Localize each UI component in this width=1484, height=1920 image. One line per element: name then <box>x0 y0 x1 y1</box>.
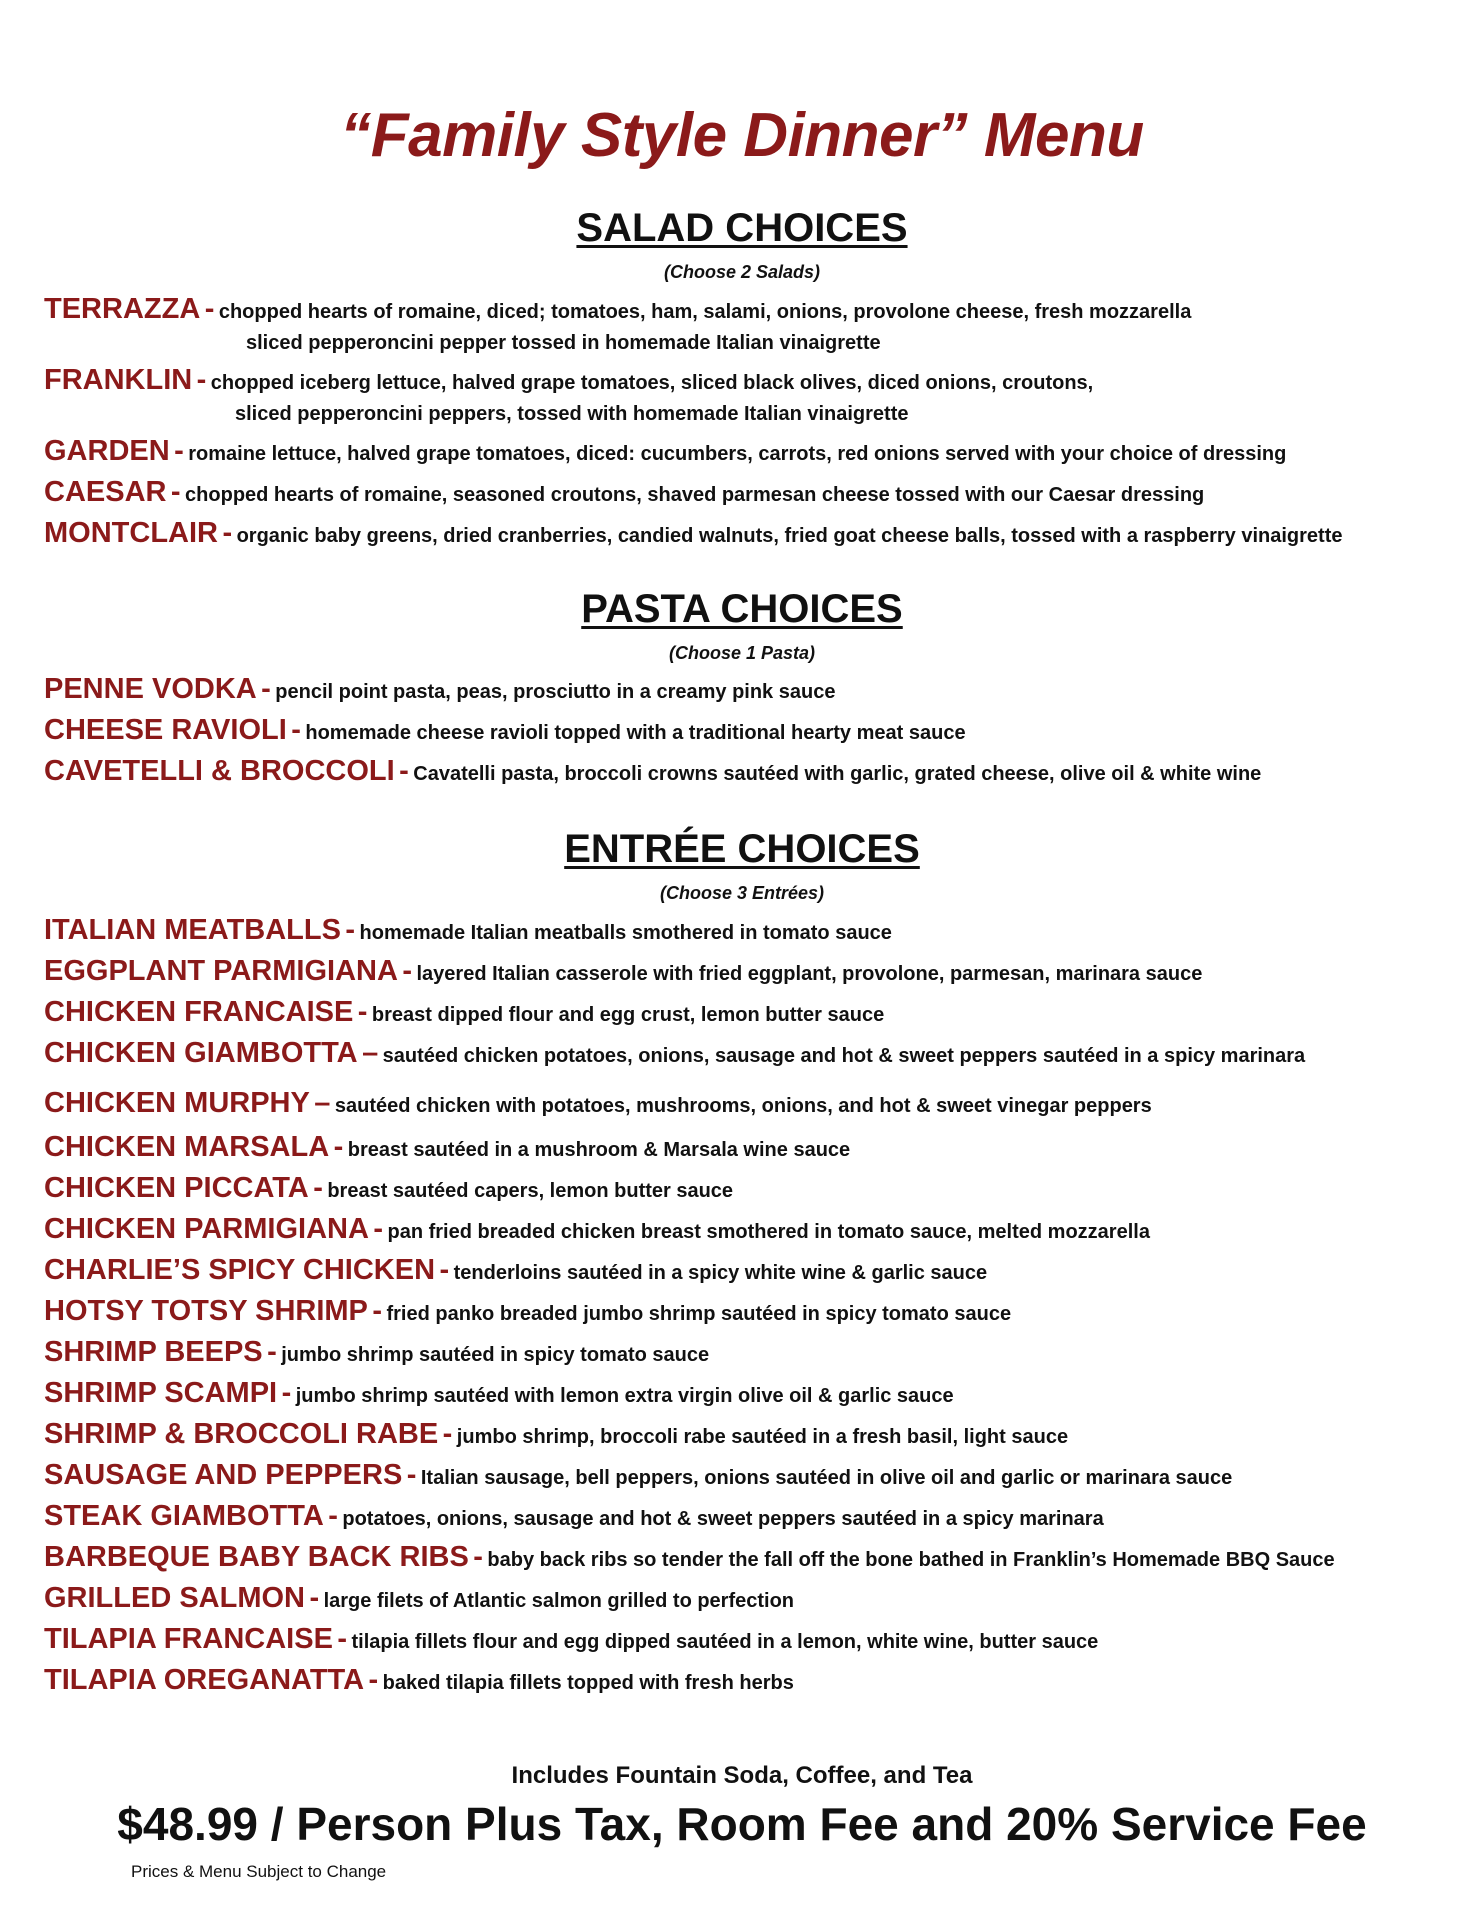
item-description: Italian sausage, bell peppers, onions sautéed in olive oil and garlic or marinara sauce <box>420 1467 1233 1489</box>
item-description: jumbo shrimp, broccoli rabe sautéed in a fresh basil, light sauce <box>456 1426 1069 1448</box>
entree-item: BARBEQUE BABY BACK RIBS - baby back ribs so tender the fall off the bone bathed in Franklin’s Homemade BBQ Sauce <box>44 1541 1335 1573</box>
item-description: layered Italian casserole with fried eggplant, provolone, parmesan, marinara sauce <box>416 963 1203 985</box>
item-description-continued: sliced pepperoncini pepper tossed in homemade Italian vinaigrette <box>246 332 881 354</box>
entree-heading: ENTRÉE CHOICES <box>564 827 920 871</box>
item-description: breast dipped flour and egg crust, lemon butter sauce <box>371 1004 885 1026</box>
item-description: large filets of Atlantic salmon grilled to perfection <box>323 1590 795 1612</box>
pasta-item-penne-vodka: PENNE VODKA - pencil point pasta, peas, prosciutto in a creamy pink sauce <box>44 673 836 705</box>
item-name: CHICKEN FRANCAISE <box>44 996 354 1028</box>
item-description: organic baby greens, dried cranberries, candied walnuts, fried goat cheese balls, tossed with a raspberry vinaigrette <box>236 525 1343 547</box>
item-description: jumbo shrimp sautéed with lemon extra virgin olive oil & garlic sauce <box>295 1385 954 1407</box>
item-name: EGGPLANT PARMIGIANA <box>44 955 398 987</box>
includes-note: Includes Fountain Soda, Coffee, and Tea <box>511 1762 973 1789</box>
item-name: BARBEQUE BABY BACK RIBS <box>44 1541 469 1573</box>
entree-item: TILAPIA OREGANATTA - baked tilapia fillets topped with fresh herbs <box>44 1664 794 1696</box>
pasta-item-cheese-ravioli: CHEESE RAVIOLI - homemade cheese ravioli topped with a traditional hearty meat sauce <box>44 714 966 746</box>
page-title: “Family Style Dinner” Menu <box>340 101 1144 170</box>
item-description: pan fried breaded chicken breast smothered in tomato sauce, melted mozzarella <box>387 1221 1150 1243</box>
item-description-continued: sliced pepperoncini peppers, tossed with homemade Italian vinaigrette <box>235 403 909 425</box>
item-name: HOTSY TOTSY SHRIMP <box>44 1295 368 1327</box>
entree-item: SHRIMP SCAMPI - jumbo shrimp sautéed with lemon extra virgin olive oil & garlic sauce <box>44 1377 954 1409</box>
item-description: chopped iceberg lettuce, halved grape tomatoes, sliced black olives, diced onions, croutons, <box>210 372 1094 394</box>
item-description: fried panko breaded jumbo shrimp sautéed in spicy tomato sauce <box>386 1303 1012 1325</box>
item-name: CHARLIE’S SPICY CHICKEN <box>44 1254 436 1286</box>
item-name: CHICKEN PARMIGIANA <box>44 1213 369 1245</box>
item-description: tilapia fillets flour and egg dipped sautéed in a lemon, white wine, butter sauce <box>351 1631 1099 1653</box>
item-name: ITALIAN MEATBALLS <box>44 914 341 946</box>
entree-item: ITALIAN MEATBALLS - homemade Italian meatballs smothered in tomato sauce <box>44 914 892 946</box>
entree-item: CHICKEN MARSALA - breast sautéed in a mushroom & Marsala wine sauce <box>44 1131 851 1163</box>
pasta-subheading: (Choose 1 Pasta) <box>668 643 816 663</box>
item-name: CHICKEN MARSALA <box>44 1131 330 1163</box>
item-description: chopped hearts of romaine, seasoned croutons, shaved parmesan cheese tossed with our Caesar dressing <box>185 484 1205 506</box>
salad-heading: SALAD CHOICES <box>576 206 908 250</box>
entree-item: CHARLIE’S SPICY CHICKEN - tenderloins sautéed in a spicy white wine & garlic sauce <box>44 1254 988 1286</box>
item-name: MONTCLAIR <box>44 517 218 549</box>
item-name: CHICKEN GIAMBOTTA <box>44 1037 358 1069</box>
salad-item-caesar: CAESAR - chopped hearts of romaine, seasoned croutons, shaved parmesan cheese tossed with our Caesar dressing <box>44 476 1205 508</box>
item-description: baby back ribs so tender the fall off the bone bathed in Franklin’s Homemade BBQ Sauce <box>487 1549 1335 1571</box>
item-name: GRILLED SALMON <box>44 1582 305 1614</box>
item-name: SHRIMP BEEPS <box>44 1336 263 1368</box>
item-name: SHRIMP SCAMPI <box>44 1377 278 1409</box>
salad-item-terrazza: TERRAZZA - chopped hearts of romaine, diced; tomatoes, ham, salami, onions, provolone cheese, fresh mozzarella <box>44 293 1192 325</box>
entree-item: CHICKEN MURPHY – sautéed chicken with potatoes, mushrooms, onions, and hot & sweet vinegar peppers <box>44 1087 1152 1119</box>
item-name: SHRIMP & BROCCOLI RABE <box>44 1418 439 1450</box>
entree-item: SHRIMP BEEPS - jumbo shrimp sautéed in spicy tomato sauce <box>44 1336 710 1368</box>
item-name: SAUSAGE AND PEPPERS <box>44 1459 403 1491</box>
entree-item: EGGPLANT PARMIGIANA - layered Italian casserole with fried eggplant, provolone, parmesan, marinara sauce <box>44 955 1203 987</box>
entree-item: SAUSAGE AND PEPPERS - Italian sausage, bell peppers, onions sautéed in olive oil and garlic or marinara sauce <box>44 1459 1233 1491</box>
pasta-heading: PASTA CHOICES <box>581 587 903 631</box>
salad-item-montclair: MONTCLAIR - organic baby greens, dried cranberries, candied walnuts, fried goat cheese balls, tossed with a raspberry vinaigrette <box>44 517 1343 549</box>
item-name: CHICKEN MURPHY <box>44 1087 310 1119</box>
entree-item: HOTSY TOTSY SHRIMP - fried panko breaded jumbo shrimp sautéed in spicy tomato sauce <box>44 1295 1012 1327</box>
item-name: CHICKEN PICCATA <box>44 1172 309 1204</box>
item-name: GARDEN <box>44 435 170 467</box>
entree-item: GRILLED SALMON - large filets of Atlantic salmon grilled to perfection <box>44 1582 795 1614</box>
item-description: sautéed chicken potatoes, onions, sausage and hot & sweet peppers sautéed in a spicy marinara <box>382 1045 1306 1067</box>
item-description: sautéed chicken with potatoes, mushrooms, onions, and hot & sweet vinegar peppers <box>334 1095 1152 1117</box>
price-line: $48.99 / Person Plus Tax, Room Fee and 20% Service Fee <box>117 1798 1367 1850</box>
item-description: Cavatelli pasta, broccoli crowns sautéed with garlic, grated cheese, olive oil & white wine <box>413 763 1262 785</box>
entree-item: CHICKEN GIAMBOTTA – sautéed chicken potatoes, onions, sausage and hot & sweet peppers sautéed in a spicy marinara <box>44 1037 1306 1069</box>
salad-subheading: (Choose 2 Salads) <box>663 262 821 282</box>
item-name: CAVETELLI & BROCCOLI <box>44 755 395 787</box>
item-description: romaine lettuce, halved grape tomatoes, diced: cucumbers, carrots, red onions served with your choice of dressing <box>188 443 1287 465</box>
salad-item-garden: GARDEN - romaine lettuce, halved grape tomatoes, diced: cucumbers, carrots, red onions served with your choice of dressing <box>44 435 1287 467</box>
item-name: FRANKLIN <box>44 364 193 396</box>
entree-item: CHICKEN PARMIGIANA - pan fried breaded chicken breast smothered in tomato sauce, melted mozzarella <box>44 1213 1150 1245</box>
item-description: chopped hearts of romaine, diced; tomatoes, ham, salami, onions, provolone cheese, fresh mozzarella <box>218 301 1192 323</box>
item-description: tenderloins sautéed in a spicy white wine & garlic sauce <box>453 1262 988 1284</box>
item-description: breast sautéed capers, lemon butter sauce <box>327 1180 734 1202</box>
entree-subheading: (Choose 3 Entrées) <box>659 883 825 903</box>
entree-item: CHICKEN FRANCAISE - breast dipped flour and egg crust, lemon butter sauce <box>44 996 885 1028</box>
item-description: homemade cheese ravioli topped with a traditional hearty meat sauce <box>305 722 966 744</box>
item-name: PENNE VODKA <box>44 673 257 705</box>
entree-item: TILAPIA FRANCAISE - tilapia fillets flour and egg dipped sautéed in a lemon, white wine, butter sauce <box>44 1623 1099 1655</box>
item-name: STEAK GIAMBOTTA <box>44 1500 324 1532</box>
item-description: breast sautéed in a mushroom & Marsala wine sauce <box>347 1139 851 1161</box>
item-description: pencil point pasta, peas, prosciutto in a creamy pink sauce <box>275 681 836 703</box>
item-name: TILAPIA FRANCAISE <box>44 1623 333 1655</box>
item-name: TILAPIA OREGANATTA <box>44 1664 365 1696</box>
item-description: baked tilapia fillets topped with fresh herbs <box>382 1672 794 1694</box>
entree-item: STEAK GIAMBOTTA - potatoes, onions, sausage and hot & sweet peppers sautéed in a spicy marinara <box>44 1500 1104 1532</box>
salad-item-franklin: FRANKLIN - chopped iceberg lettuce, halved grape tomatoes, sliced black olives, diced onions, croutons, <box>44 364 1094 396</box>
item-description: jumbo shrimp sautéed in spicy tomato sauce <box>281 1344 710 1366</box>
item-name: CAESAR <box>44 476 167 508</box>
entree-item: CHICKEN PICCATA - breast sautéed capers, lemon butter sauce <box>44 1172 734 1204</box>
disclaimer: Prices & Menu Subject to Change <box>131 1862 387 1881</box>
item-name: CHEESE RAVIOLI <box>44 714 287 746</box>
item-description: homemade Italian meatballs smothered in tomato sauce <box>359 922 892 944</box>
item-description: potatoes, onions, sausage and hot & sweet peppers sautéed in a spicy marinara <box>342 1508 1104 1530</box>
pasta-item-cavetelli-broccoli: CAVETELLI & BROCCOLI - Cavatelli pasta, broccoli crowns sautéed with garlic, grated cheese, olive oil & white wine <box>44 755 1262 787</box>
entree-item: SHRIMP & BROCCOLI RABE - jumbo shrimp, broccoli rabe sautéed in a fresh basil, light sauce <box>44 1418 1069 1450</box>
item-name: TERRAZZA <box>44 293 201 325</box>
